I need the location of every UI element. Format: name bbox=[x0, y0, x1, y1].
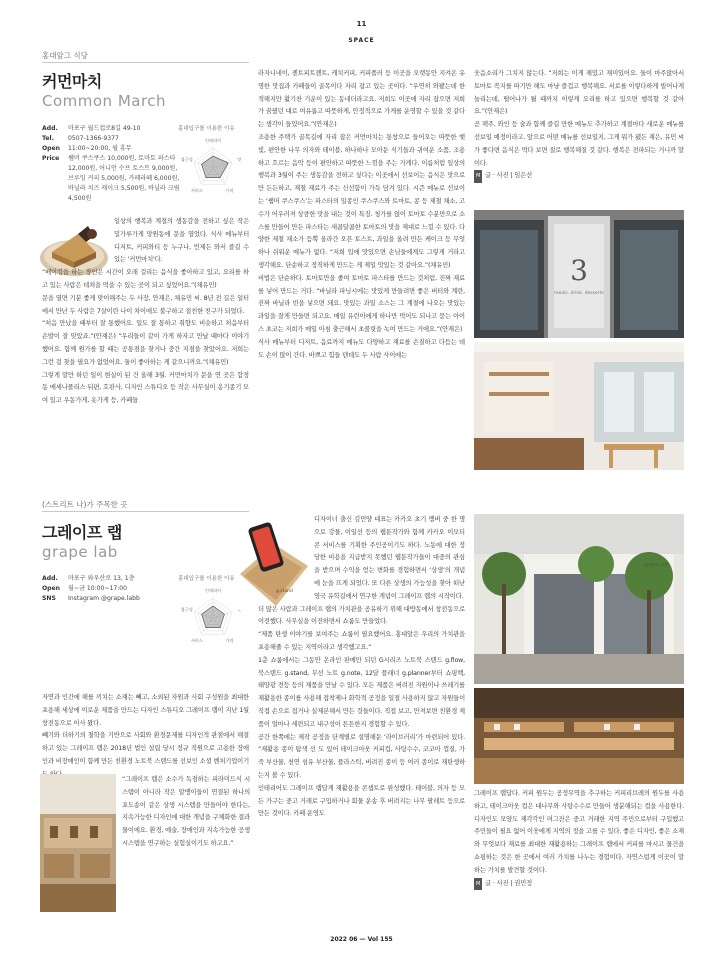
paragraph: “베이킹을 하는 장인은 시간이 오래 걸리는 음식을 좋아하고 있고, 요리를 하고 있는 사람은 데쳐을 먹을 수 있는 곳이 되고 싶었어요.”(채유민) bbox=[42, 269, 249, 289]
product-label: g.stand bbox=[276, 589, 293, 594]
paragraph: 비법은 단순하다. 토마토만을 졸여 토마토 파스타를 만드는 것처럼, 진짜 재료를 넣어 만드는 거다. “바닐라 파닝시에는 맛있게 만들려면 좋은 버터와 계란, 진짜 바닐라 빈을 넣으면 돼요. 맛있는 과일 소스는 그 계절에 나오는 맛있는 과일을 잘게 만들면 되고요. 매일 유린이에게 하나만 먹어도 되나고 묻는 아이스 초코는 저희가 매일 아침 출근해서 초콜릿을 녹여 만드는 거에요.”(안재은) bbox=[258, 274, 465, 333]
info-row: SNS Instagram @grape.labb bbox=[42, 595, 140, 602]
cafe-interior-photo bbox=[40, 774, 116, 912]
info-row: Add. 마포구 월드컵로8길 49-10 bbox=[42, 125, 141, 132]
radar-axis-label: 가격 bbox=[225, 187, 234, 193]
store-logo: 3 bbox=[570, 254, 588, 287]
paragraph: “처음 만났을 때부터 잘 통했어요. 일도 잘 통하고 취향도 비슷하고 처음부터 손발이 잘 맞았죠.”(안재은) “우리들이 같이 가게 하자고 만날 때마다 이야기했어요. 함께 원가를 할 때는 공통점을 찾거나 중간 지점을 찾았어요. 저희는 그런 걸 찾을 필요가 없었어요. 둘이 좋아하는 게 같으니까요.”(채유민) bbox=[42, 320, 249, 366]
paragraph: 디자이너 출신 김민양 대표는 카카오 초기 멤버 중 한 명으로 강물, 이일선 등의 웹툰작가와 함께 카카오 이모티콘 서비스를 기획한 주인공이기도 하다. 노동에 대한 정당한 비용을 지급받지 못했던 웹툰작가들이 대중의 관심을 받으며 수익을 얻는 변화를 경험하면서 ‘상생’의 개념에 눈을 뜨게 되었다. 또 다른 상생의 가능성을 찾아 떠난 영국 유학길에서 연구한 개념이 그레이프 랩의 시작이다. bbox=[314, 516, 465, 600]
article2-col1-quote bbox=[122, 774, 250, 851]
article1-title-kr: 커먼마치 bbox=[42, 72, 102, 91]
paragraph: 일상의 행복과 계절의 생동감을 전하고 싶은 작은 밀가루가게 망원동에 문을 열었다. 식사 메뉴부터 디저트, 커피와티 등 누구나, 언제든 와서 즐길 수 있는 '커먼마치'다. bbox=[114, 218, 249, 264]
article1-info bbox=[42, 124, 187, 204]
radar-axis-label: 인테리어 bbox=[204, 137, 222, 143]
storefront-photo bbox=[474, 210, 684, 338]
info-row: Open 월~금 10:00~17:00 bbox=[42, 585, 128, 592]
page-number: 11 bbox=[356, 20, 367, 28]
info-row: Tel. 0507-1366-9377 bbox=[42, 135, 119, 142]
radar-axis-label: 접근성 bbox=[180, 606, 193, 612]
article1-top-rule bbox=[42, 62, 249, 63]
paragraph: 곧 팩주, 와인 등 술과 함께 즐길 만한 메뉴도 추가하고 계절마다 새로운 메뉴를 선보일 예정이라고. 앞으로 어떤 메뉴를 선보일지, 그게 뭐가 됐든 재은, 유민 씨가 좋다면 음식은 먹다 보면 절로 행복해질 것 같다. 행복은 전파되는 거니까 말이다. bbox=[474, 121, 684, 167]
article2-category: (스트리트 나)가 주목한 곳 bbox=[42, 500, 128, 509]
credit-mark: M bbox=[474, 170, 482, 183]
grapelab-sign: grape lab bbox=[644, 562, 668, 568]
paragraph: 웃음소리가 그치지 않는다. “저희는 이게 재밌고 재미있어요. 둘이 마주앉아서 토마토 꼭지를 따기만 해도 마냥 즐겁고 행복해요. 서로를 이렇다하게 빌어나게 놀리는데, 떨어나가 될 때까지 이렇게 요리를 하고 있으면 행복할 것 같아요.”(안재은) bbox=[474, 70, 684, 116]
radar-title: 홍대입구를 이용한 이유 bbox=[178, 576, 235, 582]
article1-radar bbox=[178, 124, 248, 204]
radar-value-area bbox=[202, 156, 229, 178]
grapelab-interior-photo bbox=[474, 688, 684, 784]
paragraph: 문을 열면 기분 좋게 맞이해주는 두 사장, 안재은, 채유민 씨. 8년 전 길은 일터에서 만난 두 사람은 7살이란 나이 차이에도 불구하고 절친한 친구가 되었다. bbox=[42, 294, 249, 315]
paragraph: 빼기와 더하기의 철학을 기반으로 사회와 환경문제를 디자인적 관점에서 해결하고 있는 그레이프 랩은 2018년 법인 설립 당시 정규 직원으로 고용한 장애인과 비장애인이 함께 만든 친환경 노트북 스탠드를 선보인 소셜 벤처기업이기 bbox=[42, 732, 249, 765]
store-sign: meals. drink. desserts bbox=[554, 291, 604, 296]
interior-photo bbox=[474, 342, 684, 470]
radar-axis-label: 서비스 bbox=[190, 187, 203, 193]
paragraph: 그레이프 랩답다. 커피 원두는 공정무역을 추구하는 커피리브레의 원두를 사용하고, 테이크아웃 컵은 대나무와 사탕수수로 만들어 생분해되는 컵을 사용한다. 디자인도 모양도 제각각인 머그잔은 중고 거래한 지역 주민으로부터 구입했고 주민들이 필요 없어 이웃에게 지역의 정을 고를 수 있다. 좋은 디자인, 좋은 소재와 무엇보다 재료를 최대한 재활용하는 그레이프 랩에서 커피를 마시고 물건을 쇼핑하는 것은 한 곳에서 여러 가치를 나누는 경험이다. 자연스럽게 이곳이 말하는 가치를 발견할 것이다. bbox=[474, 790, 684, 874]
article1-category: 홍대앞그 식당 bbox=[42, 51, 88, 60]
radar-title: 홍대입구를 이용한 이유 bbox=[178, 126, 235, 132]
paragraph: 인테리어도 그레이프 랩답게 재활용을 콘셉트로 완성했다. 테이블, 의자 등 모든 가구는 중고 거래로 구입하거나 회물 운송 후 버려지는 나무 팔레트 등으로 만든 것이다. 카페 운영도 bbox=[258, 784, 465, 818]
paragraph: 식사 메뉴부터 디저트, 음료까지 메뉴도 다양하고 재료를 손질하고 다듬는 데도 손이 많이 간다. 바쁘고 힘들 텐데도 두 사람 사이에는 bbox=[258, 338, 465, 359]
radar-value-area bbox=[202, 606, 225, 628]
article2-info bbox=[42, 574, 187, 604]
paragraph: 조용한 주택가 골목길에 자리 잡은 커먼마치는 통창으로 들어오는 따뜻한 햇빛, 편안한 나무 의자와 테이블, 하나하나 모아둔 식기들과 귀여운 소품, 조용하고 흐르는 음악 등이 편안하고 따뜻한 느낌을 주는 가게다. 이름처럼 일상의 행복과 3월이 주는 생동감을 전하고 싶다는 이곳에서 선보이는 음식은 맛으로만 든든하고, 재철 재료가 주는 신선함이 가득 담겨 있다. 시즌 메뉴로 선보이는 ‘쌤머 쿠스쿠스’는 파스타의 일종인 쿠스쿠스와 토마토, 콩 등 제철 채소, 고수가 어우러져 상큼한 맛을 내는 것이 특징. 청가를 얹이 토마토 수분만으로 소스를 만들어 만든 파스타는 새콤달콤한 토마토의 맛을 제대로 느낄 수 있다. 다양한 제철 채소가 듬뿍 올라간 오픈 토스트, 과일을 올려 만든 케이크 등 무엇 하나 쉬워운 메뉴가 없다. “저희 입에 맛있으면 손님들에게도 그렇게 거라고 생각해요. 단순하고 정직하게 만드는 게 제일 맛있는 것 같아요.”(채유민) bbox=[258, 133, 465, 269]
grapelab-exterior-photo bbox=[474, 514, 684, 684]
footer-issue: 2022 06 — Vol 155 bbox=[330, 936, 393, 943]
paragraph: 라자니네이, 젠트피트젠트, 캐치커피, 커피플러 등 이곳을 오랫동안 지켜온 유명한 맛집과 카페들이 골목이다 자리 잡고 있는 곳이다. “우연히 와봤는데 한적해지만 활기찬 기운이 있는 동네더라고요. 저희도 이곳에 자리 잡으면 저희가 꿈꿨던 대로 여유롭고 따뜻하게, 안정적으로 가게를 운영할 수 있을 것 같다는 생각이 들었어요.”(안재은) bbox=[258, 70, 465, 129]
article1-col3 bbox=[474, 68, 684, 183]
article2-col3 bbox=[474, 788, 684, 890]
credit-line: M 글 · 사진 | 임은선 bbox=[474, 170, 684, 183]
section-label: SPACE bbox=[348, 37, 375, 44]
paragraph: 1층 쇼룸에서는 그동안 온라인 판매만 되던 G시리즈 노트북 스탠드 g.flow, 북스탠드 g.stand, 무선 노트 g.note, 12달 플래너 g.planner부터 쇼핑백, 태양광 전등 등의 제품을 만날 수 있다. 모든 제품은 버려진 자원이나 쓰레기를 재활용한 종이를 사용해 접착제나 화학적 공정을 일절 사용하지 않고 자원들이 직접 손으로 접거나 실제본해서 만든 것들이다. 직접 보고, 만져보면 친환경 제품이 얼마나 세련되고 내구성이 튼튼한지 경험할 수 있다. bbox=[258, 656, 465, 728]
paragraph: 그렇게 말만 하던 일이 현실이 된 건 올해 3월. 커먼마치가 문을 연 곳은 합정동 메세나폴리스 뒤편, 호판사, 디자인 스튜디오 등 작은 사무실이 옹기종기 모여 있고 우동가게, 옷가게 등, 카페들 bbox=[42, 371, 249, 405]
credit-line: M 글 · 사진 | 권민정 bbox=[474, 878, 684, 891]
article2-top-rule bbox=[42, 511, 249, 512]
radar-axis-label: 맛 bbox=[237, 156, 242, 162]
info-row: Add. 마포구 와우산로 13, 1층 bbox=[42, 575, 135, 582]
paragraph: “제품 탄생 이야기를 보여주는 쇼룸이 필요했어요. 홍대앞은 우리의 가치관을 포용해줄 수 있는 지역이라고 생각했고요.” bbox=[258, 631, 465, 651]
radar-axis-label: 접근성 bbox=[180, 156, 193, 162]
info-row: Price 쌤머 쿠스쿠스 10,000원, 토마토 파스타 12,000원, 어니언 수프 토스트 9,000원, 브루잉 커피 5,000원, 카페라떼 6,000원, 바닐라 치즈 케이크 5,500원, 바닐라 크림 4,500원 bbox=[42, 155, 180, 202]
radar-axis-label: 가격 bbox=[225, 637, 234, 643]
article2-col2 bbox=[258, 514, 465, 821]
article2-title-en: grape lab bbox=[42, 543, 118, 561]
radar-chart bbox=[178, 132, 248, 200]
credit-mark: M bbox=[474, 878, 482, 891]
article2-title-kr: 그레이프 랩 bbox=[42, 523, 122, 542]
article1-col2 bbox=[258, 68, 465, 362]
radar-axis-label: 인테리어 bbox=[204, 587, 222, 593]
paragraph: 더 많은 사람과 그레이프 랩의 가치관을 공유하기 위해 대방동에서 창전동으로 이전했다. 사무실을 이전하면서 쇼룸도 만들었다. bbox=[258, 605, 465, 626]
paragraph: 자연과 인간에 해를 끼치는 소재는 빼고, 소외된 자원과 사회 구성원을 최대한 포용해 세상에 이로운 제품을 만드는 디자인 스튜디오 그레이프 랩이 지난 1월 창전동으로 이사 왔다. bbox=[42, 694, 249, 727]
paragraph: 공간 한쪽에는 제작 공정을 단계별로 설명해둔 ‘라이브러리’가 마련되어 있다. “재활용 종이 탐색 선 도 있어 테이크아웃 커피컵, 사탕수수, 코코아 껍질, 가죽 부산물, 천연 섬유 부산물, 플라스틱, 버려진 종이 등 여러 종이로 재탄생하는지 볼 수 있다. bbox=[258, 733, 465, 779]
paragraph: “그레이프 랩은 소수가 독점하는 피라미드식 시스템이 아니라 작은 알맹이들이 연결된 하나의 포도송이 같은 상생 시스템을 만들어야 한다는, 지속가능한 디자인에 대한 개념을 구체화한 결과물이에요. 환경, 예술, 장애인과 지속가능한 공생 시스템을 연구하는 실험실이기도 하고요.” bbox=[122, 776, 250, 847]
article1-title-en: Common March bbox=[42, 92, 167, 110]
article1-col1 bbox=[42, 216, 249, 408]
radar-axis-label: 서비스 bbox=[190, 637, 203, 643]
info-row: Open 11:00~20:00, 월 휴무 bbox=[42, 145, 132, 152]
article2-col1 bbox=[42, 692, 249, 782]
